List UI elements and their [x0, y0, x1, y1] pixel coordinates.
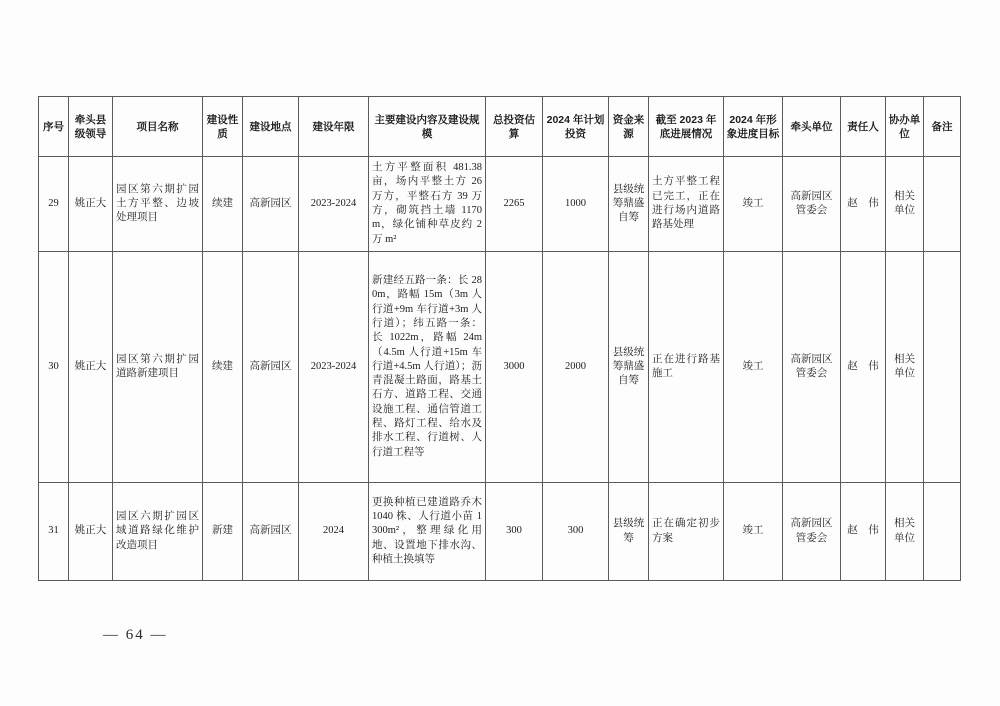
cell-goal: 竣工	[724, 157, 783, 252]
cell-leader: 姚正大	[69, 252, 113, 483]
cell-assist-unit: 相关单位	[886, 483, 924, 581]
col-header-location: 建设地点	[243, 97, 299, 157]
col-header-funding: 资金来源	[609, 97, 649, 157]
cell-responsible: 赵 伟	[841, 157, 886, 252]
cell-leader: 姚正大	[69, 483, 113, 581]
col-header-content: 主要建设内容及建设规模	[369, 97, 486, 157]
cell-assist-unit: 相关单位	[886, 252, 924, 483]
cell-years: 2023-2024	[299, 157, 369, 252]
col-header-plan-2024: 2024 年计划投资	[543, 97, 609, 157]
cell-progress: 土方平整工程已完工，正在进行场内道路路基处理	[649, 157, 724, 252]
cell-content: 新建经五路一条：长 280m，路幅 15m（3m 人行道+9m 车行道+3m 人行道）；纬五路一条：长 1022m，路幅 24m（4.5m 人行道+15m 车行道+4.5m 人行道）；沥青混凝土路面，路基土石方、道路工程、交通设施工程、通信管道工程、路灯工程、给水及排水工程、行道树、人行道工程等	[369, 252, 486, 483]
col-header-years: 建设年限	[299, 97, 369, 157]
cell-assist-unit: 相关单位	[886, 157, 924, 252]
cell-seq: 30	[39, 252, 69, 483]
col-header-project-name: 项目名称	[113, 97, 203, 157]
cell-funding: 县级统筹鼎盛自筹	[609, 157, 649, 252]
cell-lead-unit: 高新园区管委会	[783, 483, 841, 581]
cell-seq: 31	[39, 483, 69, 581]
cell-leader: 姚正大	[69, 157, 113, 252]
table-header-row	[39, 97, 961, 157]
cell-years: 2024	[299, 483, 369, 581]
col-header-lead-unit: 牵头单位	[783, 97, 841, 157]
table-row-29	[39, 157, 961, 252]
col-header-leader: 牵头县级领导	[69, 97, 113, 157]
col-header-nature: 建设性质	[203, 97, 243, 157]
cell-location: 高新园区	[243, 252, 299, 483]
table-row-31	[39, 483, 961, 581]
cell-funding: 县级统筹	[609, 483, 649, 581]
cell-seq: 29	[39, 157, 69, 252]
cell-project-name: 园区六期扩园区域道路绿化维护改造项目	[113, 483, 203, 581]
cell-location: 高新园区	[243, 483, 299, 581]
cell-funding: 县级统筹鼎盛自筹	[609, 252, 649, 483]
cell-progress: 正在进行路基施工	[649, 252, 724, 483]
cell-project-name: 园区第六期扩园土方平整、边坡处理项目	[113, 157, 203, 252]
col-header-remark: 备注	[924, 97, 961, 157]
cell-nature: 续建	[203, 157, 243, 252]
cell-remark	[924, 483, 961, 581]
cell-project-name: 园区第六期扩园道路新建项目	[113, 252, 203, 483]
cell-progress: 正在确定初步方案	[649, 483, 724, 581]
projects-table	[38, 96, 961, 581]
cell-nature: 新建	[203, 483, 243, 581]
cell-remark	[924, 157, 961, 252]
col-header-total-investment: 总投资估算	[486, 97, 543, 157]
cell-remark	[924, 252, 961, 483]
cell-content: 更换种植已建道路乔木 1040 株、人行道小苗 1300m²，整理绿化用地、设置地下排水沟、种植土换填等	[369, 483, 486, 581]
cell-nature: 续建	[203, 252, 243, 483]
cell-responsible: 赵 伟	[841, 252, 886, 483]
cell-location: 高新园区	[243, 157, 299, 252]
cell-responsible: 赵 伟	[841, 483, 886, 581]
table-row-30	[39, 252, 961, 483]
cell-goal: 竣工	[724, 252, 783, 483]
page-number: — 64 —	[103, 627, 168, 643]
cell-lead-unit: 高新园区管委会	[783, 157, 841, 252]
cell-years: 2023-2024	[299, 252, 369, 483]
col-header-seq: 序号	[39, 97, 69, 157]
cell-plan-2024: 300	[543, 483, 609, 581]
cell-total-investment: 3000	[486, 252, 543, 483]
cell-content: 土方平整面积 481.38 亩，场内平整土方 26 万方，平整石方 39 万方，砌筑挡土墙 1170m，绿化铺种草皮约 2 万 m²	[369, 157, 486, 252]
col-header-progress-2023: 截至 2023 年底进展情况	[649, 97, 724, 157]
col-header-goal-2024: 2024 年形象进度目标	[724, 97, 783, 157]
cell-total-investment: 2265	[486, 157, 543, 252]
cell-plan-2024: 2000	[543, 252, 609, 483]
cell-total-investment: 300	[486, 483, 543, 581]
cell-plan-2024: 1000	[543, 157, 609, 252]
col-header-assist-unit: 协办单位	[886, 97, 924, 157]
cell-lead-unit: 高新园区管委会	[783, 252, 841, 483]
cell-goal: 竣工	[724, 483, 783, 581]
col-header-responsible: 责任人	[841, 97, 886, 157]
